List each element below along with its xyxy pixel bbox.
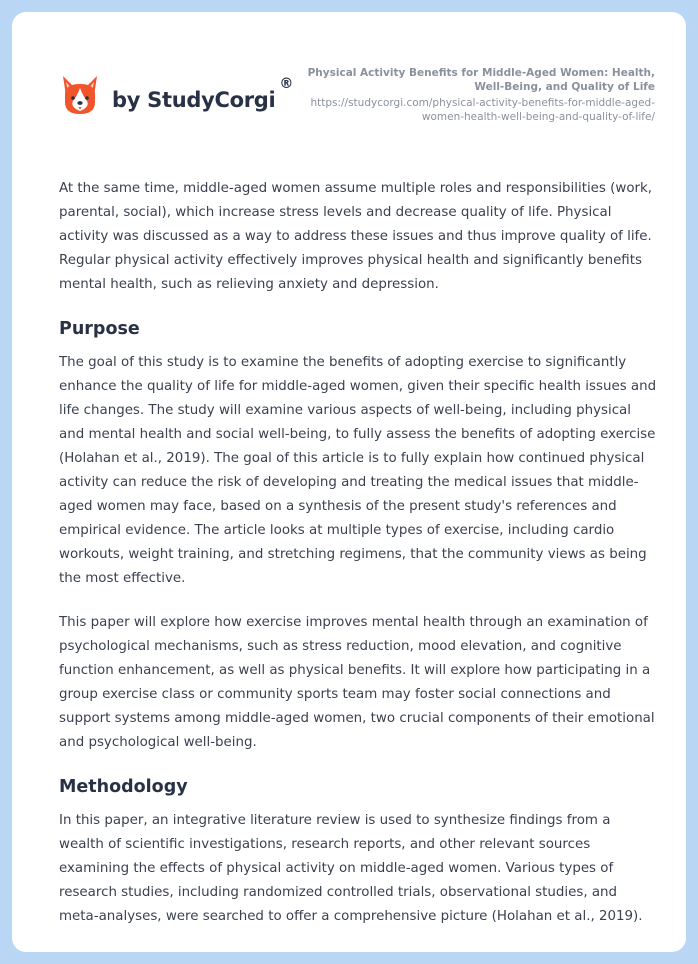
document-header-info: [305, 66, 655, 124]
document-title: Physical Activity Benefits for Middle-Aged Women: Health, Well-Being, and Quality of Life: [307, 67, 655, 93]
document-body: [59, 177, 657, 949]
purpose-paragraph-2: This paper will explore how exercise improves mental health through an examination of psychological mechanisms, such as stress reduction, mood elevation, and cognitive function enhancement, as well as physical benefits. It will explore how participating in a group exercise class or community sports team may foster social connections and support systems among middle-aged women, two crucial components of their emotional and psychological well-being.: [59, 615, 655, 750]
corgi-logo-icon: [60, 74, 100, 118]
brand-name: by StudyCorgi: [112, 88, 276, 112]
purpose-heading: Purpose: [59, 319, 140, 339]
purpose-paragraph-1: The goal of this study is to examine the benefits of adopting exercise to significantly enhance the quality of life for middle-aged women, given their specific health issues and life changes. The study will examine various aspects of well-being, including physical and mental health and social well-being, to fully assess the benefits of adopting exercise (Holahan et al., 2019). The goal of this article is to fully explain how continued physical activity can reduce the risk of developing and treating the medical issues that middle-aged women may face, based on a synthesis of the present study's references and empirical evidence. The article looks at multiple types of exercise, including cardio workouts, weight training, and stretching regimens, that the community views as being the most effective.: [59, 355, 657, 586]
document-url[interactable]: https://studycorgi.com/physical-activity-benefits-for-middle-aged-women-health-well-being-and-quality-of-life/: [310, 97, 655, 123]
methodology-heading: Methodology: [59, 777, 188, 797]
studycorgi-logo[interactable]: [60, 74, 293, 118]
methodology-paragraph: In this paper, an integrative literature review is used to synthesize findings from a wealth of scientific investigations, research reports, and other relevant sources examining the effects of physical activity on middle-aged women. Various types of research studies, including randomized controlled trials, observational studies, and meta-analyses, were searched to offer a comprehensive picture (Holahan et al., 2019).: [59, 813, 643, 924]
document-page: [12, 12, 686, 952]
intro-paragraph: At the same time, middle-aged women assume multiple roles and responsibilities (work, parental, social), which increase stress levels and decrease quality of life. Physical activity was discussed as a way to address these issues and thus improve quality of life. Regular physical activity effectively improves physical health and significantly benefits mental health, such as relieving anxiety and depression.: [59, 181, 653, 292]
registered-mark: ®: [279, 76, 294, 92]
